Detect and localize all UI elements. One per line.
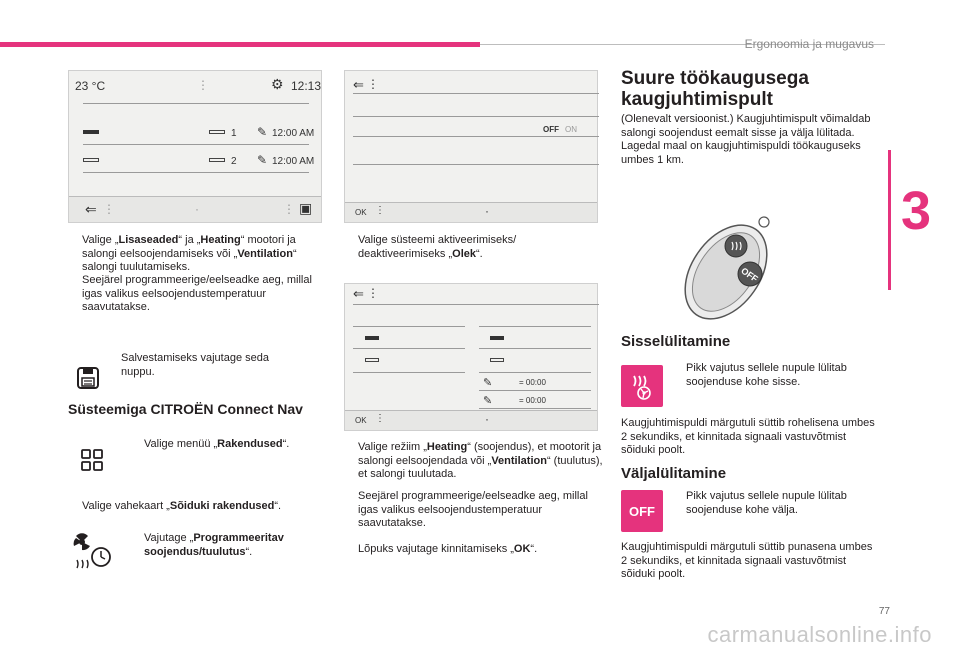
screen-footer [345,410,597,430]
connect-nav-heading: Süsteemiga CITROËN Connect Nav [68,401,303,417]
text: “ (soojendus), et mootorit ja salongi eelsoojendada või „ [358,441,602,467]
text: “. [245,545,253,558]
left-bullet-2 [68,274,330,315]
divider [479,326,591,327]
middle-bullet-4 [344,543,606,557]
middle-bullet-2 [344,441,606,482]
chapter-number: 3 [901,181,932,241]
dots-icon: ⋮ [375,205,385,216]
row2-number: 2 [231,156,237,167]
switch-off-heading: Väljalülitamine [621,465,727,482]
apps-grid-icon [80,448,104,472]
pencil-icon[interactable]: ✎ [257,125,268,139]
watermark: carmanualsonline.info [707,622,932,647]
emphasis: Ventilation [491,454,547,467]
dot-icon: · [485,204,489,218]
emphasis: OK [513,543,531,555]
remote-intro: (Olenevalt versioonist.) Kaugjuhtimispult võimaldab salongi soojendust eemalt sisse ja välja lülitada. Lagedal maal on kaugjuhtimispuldi töökauguseks umbes 1 km. [621,113,871,166]
left-bullet-3 [130,438,320,452]
text: Valige menüü „ [144,438,218,450]
dots-icon: ⋮ [283,202,295,216]
pencil-icon[interactable]: ✎ [483,395,493,407]
pencil-icon[interactable]: ✎ [483,377,493,389]
text: “ ja „ [178,234,201,246]
time-1: = 00:00 [519,378,546,387]
divider [353,326,465,327]
dot-icon: · [485,412,489,426]
switch-off-bullet [672,490,887,517]
toggle-off[interactable]: OFF [543,125,559,134]
divider [353,348,465,349]
slot-bar-1[interactable] [209,130,225,134]
text: “ mootori ja salongi eelsoojendamiseks või „ [82,234,296,260]
screen-temperature: 23 °C [75,79,106,93]
text: “ (tuulutus), et salongi tuulutada. [358,454,603,480]
ok-button[interactable]: OK [355,208,367,217]
back-arrow-icon[interactable]: ⇐ [353,77,364,92]
text: Seejärel programmeerige/eelseadke aeg, millal igas valikus eelsoojendustemperatuur saavutatakse. [82,274,312,313]
slot-bar-2[interactable] [209,158,225,162]
middle-bullet-1 [344,234,554,261]
text: “. [530,543,538,555]
remote-title: Suure töökaugusega kaugjuhtimispult [621,68,809,110]
emphasis: Olek [452,247,476,260]
emphasis: Ventilation [237,247,293,260]
remote-off-label: OFF [739,265,760,285]
screen-footer [345,202,597,222]
screen-clock: 12:13 [291,79,322,93]
left-bullet-4 [68,500,330,514]
text: Valige režiim „ [358,441,427,453]
ventilation-slot[interactable] [490,358,504,362]
text: Valige vahekaart „ [82,500,170,512]
text: Valige „ [82,234,119,246]
dots-icon: ⋮ [367,77,379,91]
save-icon [76,366,100,390]
heating-off-icon [621,490,663,532]
gear-icon[interactable]: ⚙ [271,76,284,92]
mode-bar-2[interactable] [83,158,99,162]
dots-icon: ⋮ [197,78,209,92]
emphasis: Heating [200,234,241,246]
divider [353,372,465,373]
divider [479,372,591,373]
emphasis: Rakendused [217,438,283,450]
divider [353,136,599,137]
save-text: Salvestamiseks vajutage seda nuppu. [121,352,269,378]
text: Valige süsteemi aktiveerimiseks/ deaktiveerimiseks „ [358,234,517,260]
heating-slot[interactable] [365,358,379,362]
divider [353,116,599,117]
divider [83,103,309,104]
divider [353,93,599,94]
divider [479,348,591,349]
emphasis: Programmeeritav soojendus/tuulutus [144,532,284,558]
screen-mode [344,283,598,431]
running-head: Ergonoomia ja mugavus [744,37,874,51]
heating-on-icon [621,365,663,407]
switch-off-paragraph: Kaugjuhtimispuldi märgutuli süttib punasena umbes 2 sekundiks, et kinnitada signaali vastuvõtmist sõiduki poolt. [621,541,873,580]
text: “ salongi tuulutamiseks. [82,247,297,273]
heating-bar[interactable] [365,336,379,340]
back-arrow-icon[interactable]: ⇐ [85,201,97,217]
row1-time: 12:00 AM [272,128,315,139]
dots-icon: ⋮ [375,413,385,424]
back-arrow-icon[interactable]: ⇐ [353,286,364,301]
divider [353,304,599,305]
divider [353,164,599,165]
time-2: = 00:00 [519,396,546,405]
dots-icon: ⋮ [103,202,115,216]
screen-heating-program [68,70,322,223]
middle-bullet-3 [344,490,606,531]
divider [479,390,591,391]
divider [479,408,591,409]
off-icon-label: OFF [629,503,655,519]
ok-button[interactable]: OK [355,416,367,425]
emphasis: Heating [426,441,468,453]
text: Vajutage „ [144,532,194,544]
divider [83,172,309,173]
fan-heating-icon [72,532,112,570]
text: Seejärel programmeerige/eelseadke aeg, millal igas valikus eelsoojendustemperatuur saavutatakse. [358,490,588,529]
dots-icon: ⋮ [367,286,379,300]
header-accent-bar [0,42,480,47]
emphasis: Sõiduki rakendused [169,500,275,512]
screen-status [344,70,598,223]
page-number: 77 [878,606,890,617]
toggle-on[interactable]: ON [565,125,577,134]
switch-on-heading: Sisselülitamine [621,333,731,350]
dot-icon: · [195,202,199,216]
text: Pikk vajutus sellele nupule lülitab soojenduse kohe sisse. [686,362,847,388]
row2-time: 12:00 AM [272,156,315,167]
text: Pikk vajutus sellele nupule lülitab soojenduse kohe välja. [686,490,847,516]
ventilation-bar[interactable] [490,336,504,340]
left-bullet-5 [130,532,320,559]
text: “. [282,438,290,450]
remote-control-image [666,210,786,330]
text: Lõpuks vajutage kinnitamiseks „ [358,543,514,555]
switch-on-bullet [672,362,887,389]
row1-number: 1 [231,128,237,139]
emphasis: Lisaseaded [118,234,179,246]
pencil-icon[interactable]: ✎ [257,153,268,167]
mode-bar-1[interactable] [83,130,99,134]
screen-footer [69,196,321,222]
text: “. [476,247,483,260]
chapter-tab [888,150,960,290]
text: “. [274,500,282,512]
save-icon[interactable]: ▣ [299,200,313,216]
divider [83,144,309,145]
left-bullet-1 [68,234,330,275]
switch-on-paragraph: Kaugjuhtimispuldi märgutuli süttib rohelisena umbes 2 sekundiks, et kinnitada signaali vastuvõtmist sõiduki poolt. [621,417,875,456]
